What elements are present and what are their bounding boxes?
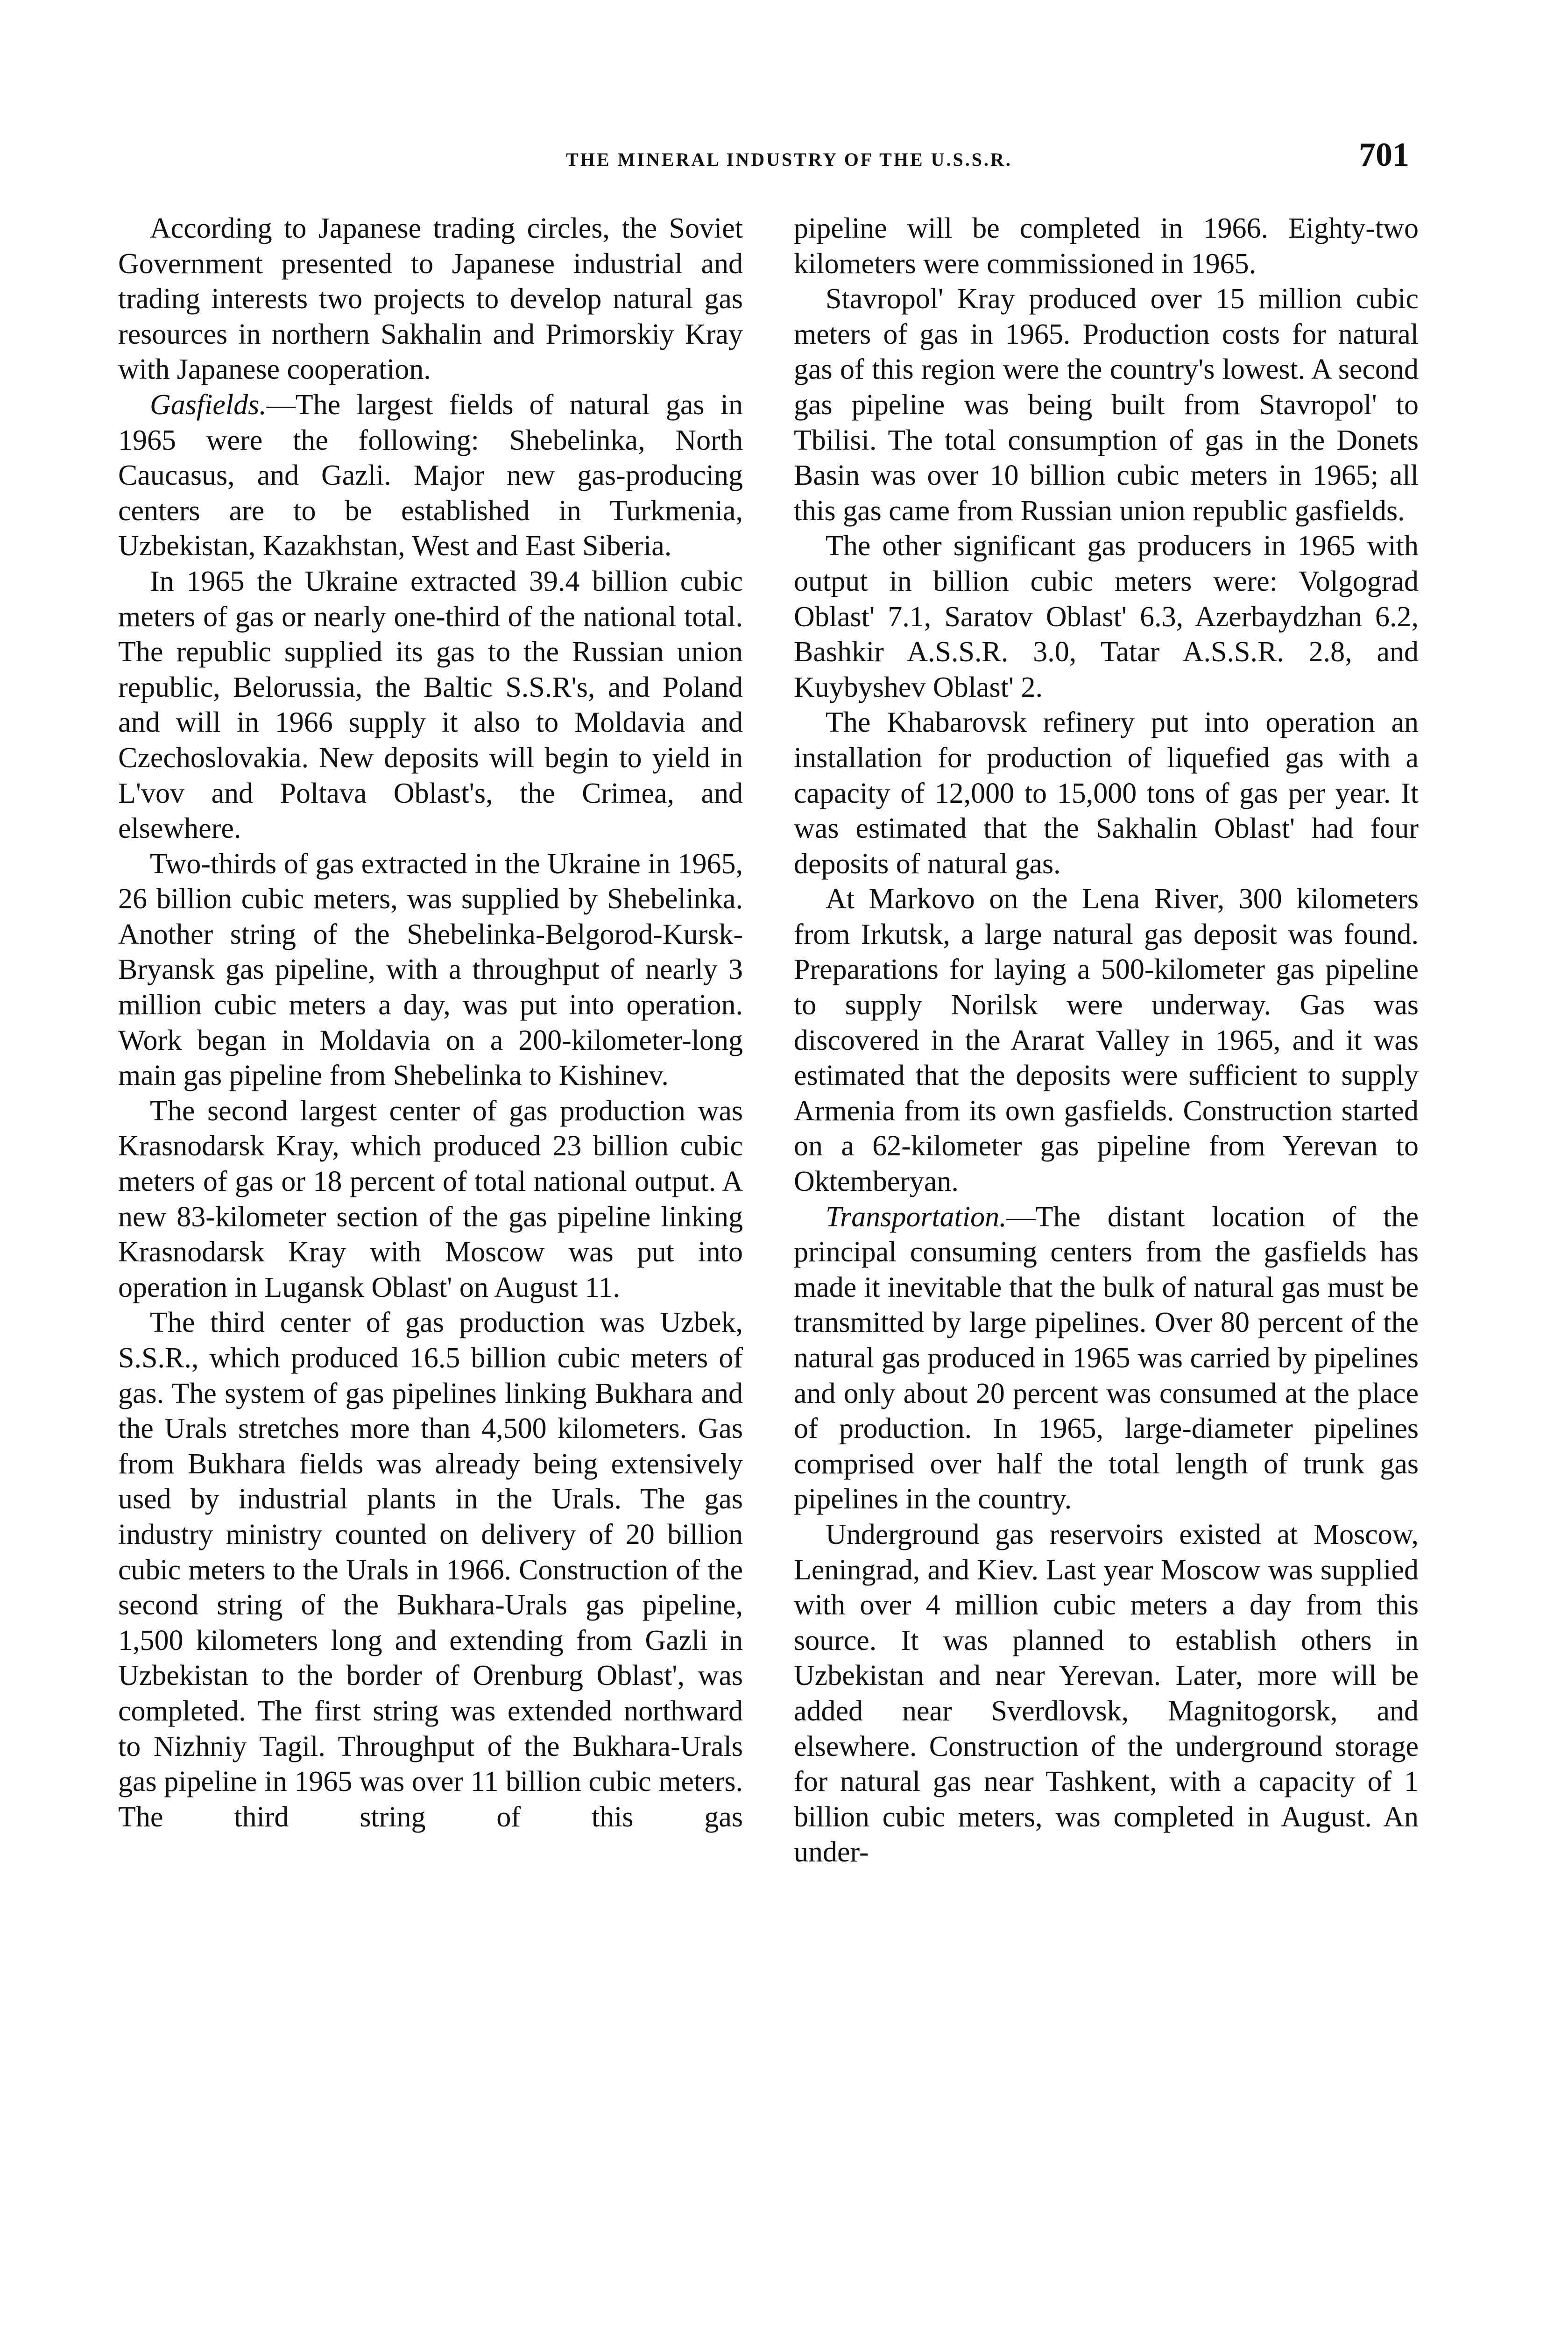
paragraph-gasfields-text: —The largest fields of natural gas in 1965 were the following: Shebelinka, North Caucasus, and Gazli. Major new gas-producing centers are to be established in Turkmenia, Uzbekistan, Kazakhstan, West and East Siberia. bbox=[118, 389, 743, 562]
section-heading-transportation: Transportation. bbox=[826, 1201, 1007, 1233]
paragraph-stavropol: Stavropol' Kray produced over 15 million cubic meters of gas in 1965. Production costs for natural gas of this region were the country's lowest. A second gas pipeline was being built from Stavropol' to Tbilisi. The total consumption of gas in the Donets Basin was over 10 billion cubic meters in 1965; all this gas came from Russian union republic gasfields. bbox=[794, 283, 1419, 527]
paragraph-khabarovsk: The Khabarovsk refinery put into operation an installation for production of liquefied gas with a capacity of 12,000 to 15,000 tons of gas per year. It was estimated that the Sakhalin Oblast' had four deposits of natural gas. bbox=[794, 707, 1419, 880]
paragraph-underground-reservoirs: Underground gas reservoirs existed at Moscow, Leningrad, and Kiev. Last year Moscow was supplied with over 4 million cubic meters a day from this source. It was planned to establish others in Uzbekistan and near Yerevan. Later, more will be added near Sverdlovsk, Magnitogorsk, and elsewhere. Construction of the underground storage for natural gas near Tashkent, with a capacity of 1 billion cubic meters, was completed in August. An under- bbox=[794, 1518, 1419, 1868]
paragraph-krasnodarsk: The second largest center of gas production was Krasnodarsk Kray, which produced 23 billion cubic meters of gas or 18 percent of total national output. A new 83-kilometer section of the gas pipeline linking Krasnodarsk Kray with Moscow was put into operation in Lugansk Oblast' on August 11. bbox=[118, 1095, 743, 1303]
paragraph-japanese-projects: According to Japanese trading circles, the Soviet Government presented to Japanese industrial and trading interests two projects to develop natural gas resources in northern Sakhalin and Primorskiy Kray with Japanese cooperation. bbox=[118, 212, 743, 386]
section-heading-gasfields: Gasfields. bbox=[150, 389, 267, 421]
right-column bbox=[794, 211, 1419, 1870]
paragraph-markovo: At Markovo on the Lena River, 300 kilometers from Irkutsk, a large natural gas deposit was found. Preparations for laying a 500-kilometer gas pipeline to supply Norilsk were underway. Gas was discovered in the Ararat Valley in 1965, and it was estimated that the deposits were sufficient to supply Armenia from its own gasfields. Construction started on a 62-kilometer gas pipeline from Yerevan to Oktemberyan. bbox=[794, 883, 1419, 1198]
paragraph-pipeline-continued: pipeline will be completed in 1966. Eighty-two kilometers were commissioned in 1965. bbox=[794, 212, 1419, 280]
paragraph-other-producers: The other significant gas producers in 1965 with output in billion cubic meters were: Volgograd Oblast' 7.1, Saratov Oblast' 6.3, Azerbaydzhan 6.2, Bashkir A.S.S.R. 3.0, Tatar A.S.S.R. 2.8, and Kuybyshev Oblast' 2. bbox=[794, 530, 1419, 703]
paragraph-ukraine: In 1965 the Ukraine extracted 39.4 billion cubic meters of gas or nearly one-third of the national total. The republic supplied its gas to the Russian union republic, Belorussia, the Baltic S.S.R's, and Poland and will in 1966 supply it also to Moldavia and Czechoslovakia. New deposits will begin to yield in L'vov and Poltava Oblast's, the Crimea, and elsewhere. bbox=[118, 565, 743, 845]
paragraph-transportation bbox=[794, 1200, 1419, 1517]
paragraph-shebelinka: Two-thirds of gas extracted in the Ukraine in 1965, 26 billion cubic meters, was supplied by Shebelinka. Another string of the Shebelinka-Belgorod-Kursk-Bryansk gas pipeline, with a throughput of nearly 3 million cubic meters a day, was put into operation. Work began in Moldavia on a 200-kilometer-long main gas pipeline from Shebelinka to Kishinev. bbox=[118, 848, 743, 1092]
left-column bbox=[118, 211, 743, 1835]
paragraph-transportation-text: —The distant location of the principal consuming centers from the gasfields has made it inevitable that the bulk of natural gas must be transmitted by large pipelines. Over 80 percent of the natural gas produced in 1965 was carried by pipelines and only about 20 percent was consumed at the place of production. In 1965, large-diameter pipelines comprised over half the total length of trunk gas pipelines in the country. bbox=[794, 1201, 1419, 1515]
paragraph-uzbek: The third center of gas production was Uzbek, S.S.R., which produced 16.5 billion cubic meters of gas. The system of gas pipelines linking Bukhara and the Urals stretches more than 4,500 kilometers. Gas from Bukhara fields was already being extensively used by industrial plants in the Urals. The gas industry ministry counted on delivery of 20 billion cubic meters to the Urals in 1966. Construction of the second string of the Bukhara-Urals gas pipeline, 1,500 kilometers long and extending from Gazli in Uzbekistan to the border of Orenburg Oblast', was completed. The first string was extended northward to Nizhniy Tagil. Throughput of the Bukhara-Urals gas pipeline in 1965 was over 11 billion cubic meters. The third string of this gas bbox=[118, 1307, 743, 1833]
paragraph-gasfields bbox=[118, 388, 743, 564]
page-number: 701 bbox=[1359, 136, 1409, 173]
running-head: THE MINERAL INDUSTRY OF THE U.S.S.R. bbox=[566, 149, 1012, 170]
